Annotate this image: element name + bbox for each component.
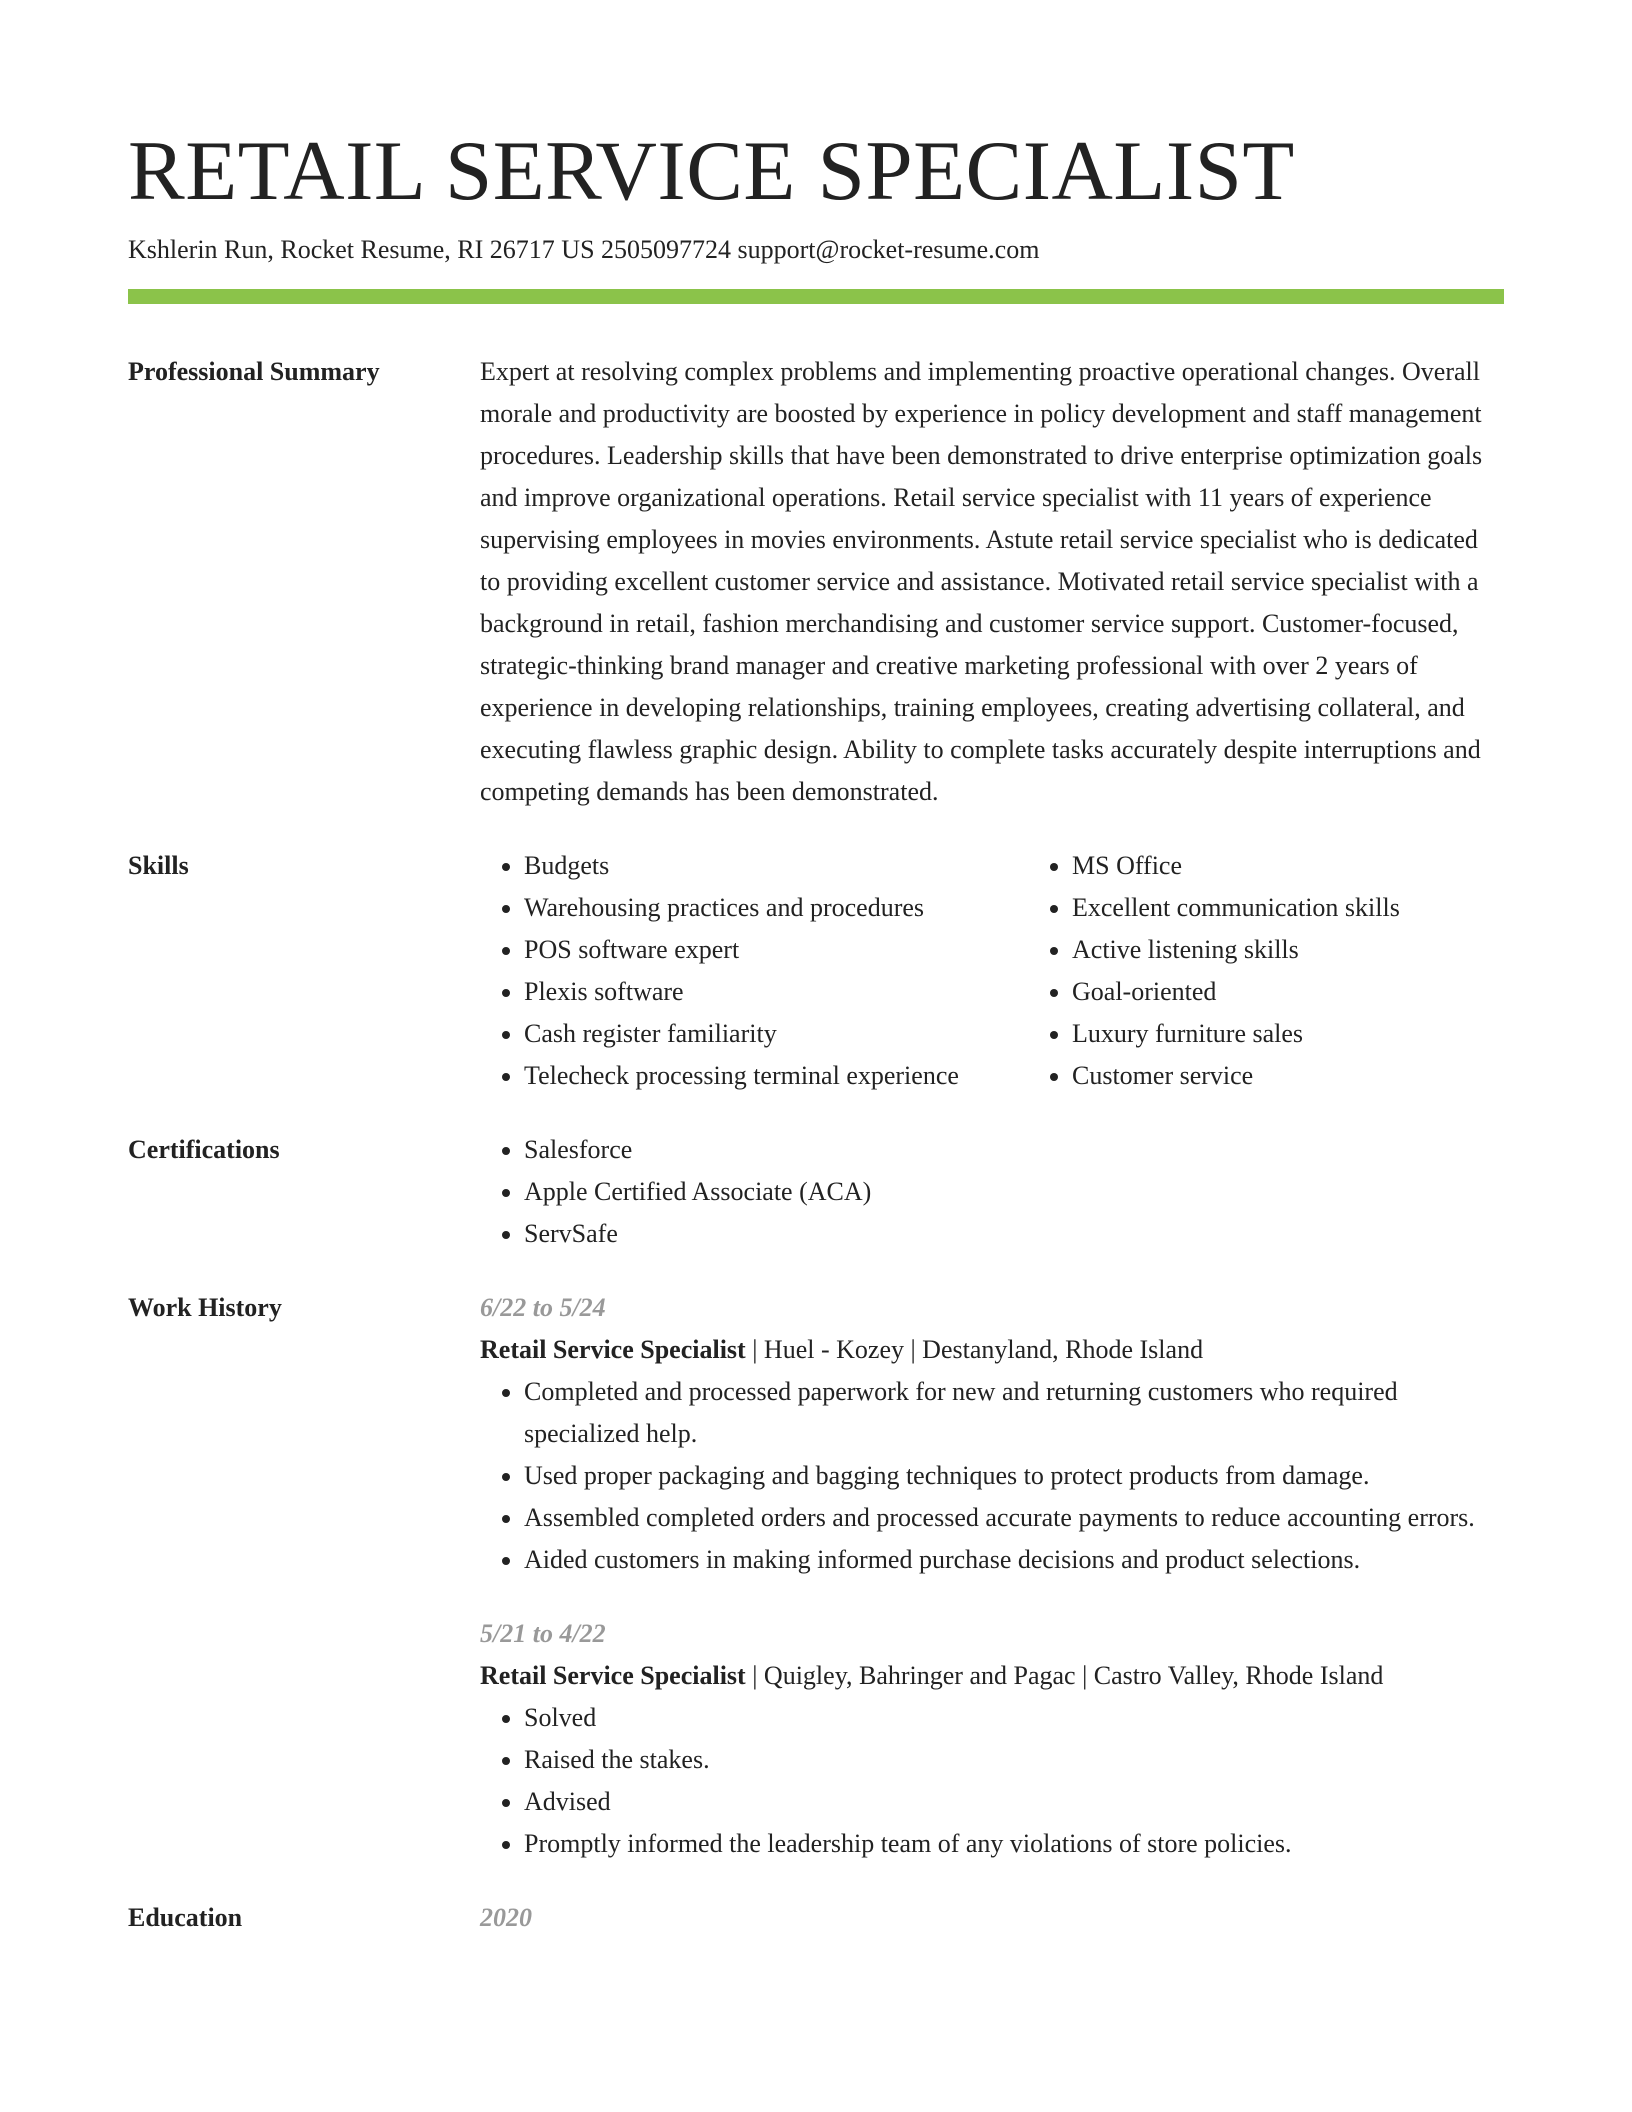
job-duty-item: • Used proper packaging and bagging techniques to protect products from damage. [524, 1455, 1504, 1497]
resume-page [128, 118, 1504, 1939]
skills-list-right [1028, 845, 1504, 1097]
summary-text: Expert at resolving complex problems and implementing proactive operational changes. Overall morale and productivity are boosted by experience in policy development and staff management procedures. Leadership skills that have been demonstrated to drive enterprise optimization goals and improve organizational operations. Retail service specialist with 11 years of experience supervising employees in movies environments. Astute retail service specialist who is dedicated to providing excellent customer service and assistance. Motivated retail service specialist with a background in retail, fashion merchandising and customer service support. Customer-focused, strategic-thinking brand manager and creative marketing professional with over 2 years of experience in developing relationships, training employees, creating advertising collateral, and executing flawless graphic design. Ability to complete tasks accurately despite interruptions and competing demands has been demonstrated. [480, 357, 1483, 806]
skill-item: • POS software expert [524, 929, 1028, 971]
work-history-label: Work History [128, 1293, 282, 1322]
skills-section [128, 845, 1504, 1097]
job-details: | Quigley, Bahringer and Pagac | Castro Valley, Rhode Island [745, 1661, 1384, 1690]
job-date: 5/21 to 4/22 [480, 1619, 606, 1648]
certification-item: • Salesforce [524, 1129, 1504, 1171]
job-duty-item: • Completed and processed paperwork for new and returning customers who required specialized help. [524, 1371, 1504, 1455]
skills-list-left [480, 845, 1028, 1097]
work-history-body [480, 1287, 1504, 1865]
work-history-section [128, 1287, 1504, 1865]
certifications-section [128, 1129, 1504, 1255]
certifications-body [480, 1129, 1504, 1255]
skill-item: • Budgets [524, 845, 1028, 887]
job-duty-item: • Aided customers in making informed purchase decisions and product selections. [524, 1539, 1504, 1581]
skill-item: • Luxury furniture sales [1072, 1013, 1504, 1055]
job-duty-item: • Advised [524, 1781, 1504, 1823]
skill-item: • Cash register familiarity [524, 1013, 1028, 1055]
job-entry [480, 1613, 1504, 1865]
job-title: Retail Service Specialist [480, 1661, 746, 1690]
job-duty-item: • Solved [524, 1697, 1504, 1739]
education-body [480, 1897, 1504, 1939]
job-duties-list [480, 1697, 1504, 1865]
skill-item: • MS Office [1072, 845, 1504, 887]
job-duty-item: • Assembled completed orders and processed accurate payments to reduce accounting errors. [524, 1497, 1504, 1539]
skill-item: • Goal-oriented [1072, 971, 1504, 1013]
skill-item: • Active listening skills [1072, 929, 1504, 971]
certification-item: • Apple Certified Associate (ACA) [524, 1171, 1504, 1213]
accent-divider [128, 289, 1504, 304]
job-duty-item: • Promptly informed the leadership team of any violations of store policies. [524, 1823, 1504, 1865]
skill-item: • Excellent communication skills [1072, 887, 1504, 929]
certifications-label: Certifications [128, 1135, 280, 1164]
education-date: 2020 [480, 1903, 532, 1932]
education-label: Education [128, 1903, 243, 1932]
summary-section [128, 351, 1504, 813]
skills-columns [480, 845, 1504, 1097]
skills-label: Skills [128, 851, 189, 880]
job-entry [480, 1287, 1504, 1581]
resume-name-heading: RETAIL SERVICE SPECIALIST [128, 124, 1295, 218]
job-heading [480, 1329, 1504, 1371]
job-duties-list [480, 1371, 1504, 1581]
certification-item: • ServSafe [524, 1213, 1504, 1255]
skill-item: • Telecheck processing terminal experience [524, 1055, 1028, 1097]
job-details: | Huel - Kozey | Destanyland, Rhode Island [745, 1335, 1204, 1364]
summary-body [480, 351, 1504, 813]
skill-item: • Warehousing practices and procedures [524, 887, 1028, 929]
job-duty-item: • Raised the stakes. [524, 1739, 1504, 1781]
job-heading [480, 1655, 1504, 1697]
job-title: Retail Service Specialist [480, 1335, 746, 1364]
skill-item: • Customer service [1072, 1055, 1504, 1097]
summary-label: Professional Summary [128, 357, 380, 386]
certifications-list [480, 1129, 1504, 1255]
education-section [128, 1897, 1504, 1939]
contact-info: Kshlerin Run, Rocket Resume, RI 26717 US 2505097724 support@rocket-resume.com [128, 235, 1040, 264]
skill-item: • Plexis software [524, 971, 1028, 1013]
job-date: 6/22 to 5/24 [480, 1293, 606, 1322]
